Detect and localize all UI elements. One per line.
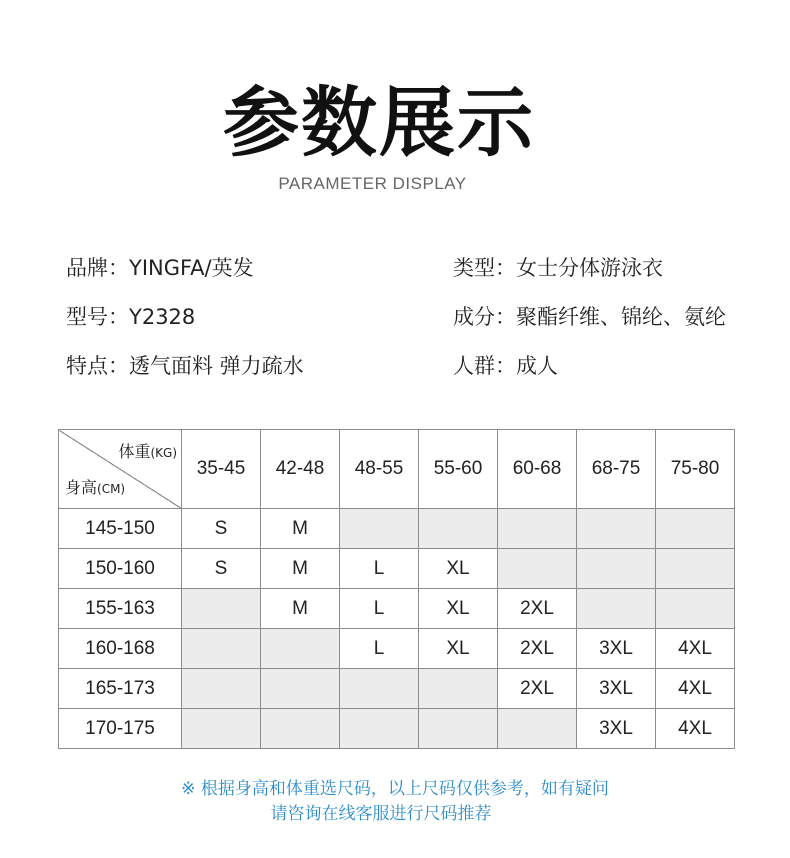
size-cell: L — [340, 549, 419, 589]
size-cell-empty — [182, 629, 261, 669]
size-cell: 2XL — [498, 669, 577, 709]
size-cell: XL — [419, 589, 498, 629]
weight-axis-label: 体重(KG) — [118, 442, 177, 461]
size-cell-empty — [340, 709, 419, 749]
height-cell: 145-150 — [59, 509, 182, 549]
size-cell: XL — [419, 549, 498, 589]
size-cell: M — [261, 589, 340, 629]
size-cell: M — [261, 509, 340, 549]
height-cell: 155-163 — [59, 589, 182, 629]
size-cell-empty — [261, 669, 340, 709]
size-cell-empty — [261, 629, 340, 669]
weight-header-cell: 55-60 — [419, 430, 498, 509]
size-cell: S — [182, 549, 261, 589]
size-row — [59, 549, 735, 589]
size-cell-empty — [577, 509, 656, 549]
size-cell-empty — [419, 509, 498, 549]
weight-header-cell: 60-68 — [498, 430, 577, 509]
size-cell-empty — [340, 509, 419, 549]
size-chart — [58, 429, 735, 749]
size-row — [59, 709, 735, 749]
size-cell-empty — [498, 709, 577, 749]
size-chart-corner — [59, 430, 182, 509]
height-cell: 160-168 — [59, 629, 182, 669]
weight-header-cell: 42-48 — [261, 430, 340, 509]
size-cell-empty — [656, 509, 735, 549]
param-material: 成分：聚酯纤维、锦纶、氨纶 — [453, 305, 726, 329]
height-cell: 150-160 — [59, 549, 182, 589]
size-note-line2: 请咨询在线客服进行尺码推荐 — [270, 804, 492, 824]
size-cell: 4XL — [656, 629, 735, 669]
size-cell: 4XL — [656, 709, 735, 749]
param-row — [66, 252, 766, 301]
size-cell: S — [182, 509, 261, 549]
param-row — [66, 301, 766, 350]
page-subtitle: PARAMETER DISPLAY — [278, 174, 467, 193]
size-cell-empty — [419, 669, 498, 709]
size-cell: 2XL — [498, 589, 577, 629]
size-cell-empty — [419, 709, 498, 749]
size-cell: 3XL — [577, 669, 656, 709]
page-title: 参数展示 — [223, 78, 535, 167]
size-cell-empty — [261, 709, 340, 749]
size-note-line1: ※ 根据身高和体重选尺码，以上尺码仅供参考，如有疑问 — [181, 779, 609, 799]
size-cell: 2XL — [498, 629, 577, 669]
height-axis-label: 身高(CM) — [65, 478, 126, 497]
size-row — [59, 509, 735, 549]
size-row — [59, 669, 735, 709]
weight-header-cell: 35-45 — [182, 430, 261, 509]
param-features: 特点：透气面料 弹力疏水 — [66, 354, 304, 378]
param-model: 型号：Y2328 — [66, 305, 196, 329]
size-cell-empty — [182, 709, 261, 749]
size-cell-empty — [182, 589, 261, 629]
weight-header-cell: 48-55 — [340, 430, 419, 509]
weight-header-cell: 75-80 — [656, 430, 735, 509]
size-cell: L — [340, 629, 419, 669]
height-cell: 170-175 — [59, 709, 182, 749]
size-cell-empty — [340, 669, 419, 709]
parameter-list — [66, 252, 766, 399]
size-cell: M — [261, 549, 340, 589]
size-row — [59, 629, 735, 669]
size-cell-empty — [182, 669, 261, 709]
size-cell-empty — [656, 589, 735, 629]
param-audience: 人群：成人 — [453, 354, 558, 378]
size-cell-empty — [498, 549, 577, 589]
size-cell: 3XL — [577, 709, 656, 749]
param-type: 类型：女士分体游泳衣 — [453, 256, 663, 280]
size-chart-header-row — [59, 430, 735, 509]
size-cell-empty — [656, 549, 735, 589]
weight-header-cell: 68-75 — [577, 430, 656, 509]
height-cell: 165-173 — [59, 669, 182, 709]
size-cell: XL — [419, 629, 498, 669]
size-cell: 4XL — [656, 669, 735, 709]
size-cell: 3XL — [577, 629, 656, 669]
size-row — [59, 589, 735, 629]
size-cell-empty — [498, 509, 577, 549]
param-row — [66, 350, 766, 399]
size-cell-empty — [577, 549, 656, 589]
size-cell: L — [340, 589, 419, 629]
size-cell-empty — [577, 589, 656, 629]
param-brand: 品牌：YINGFA/英发 — [66, 256, 254, 280]
